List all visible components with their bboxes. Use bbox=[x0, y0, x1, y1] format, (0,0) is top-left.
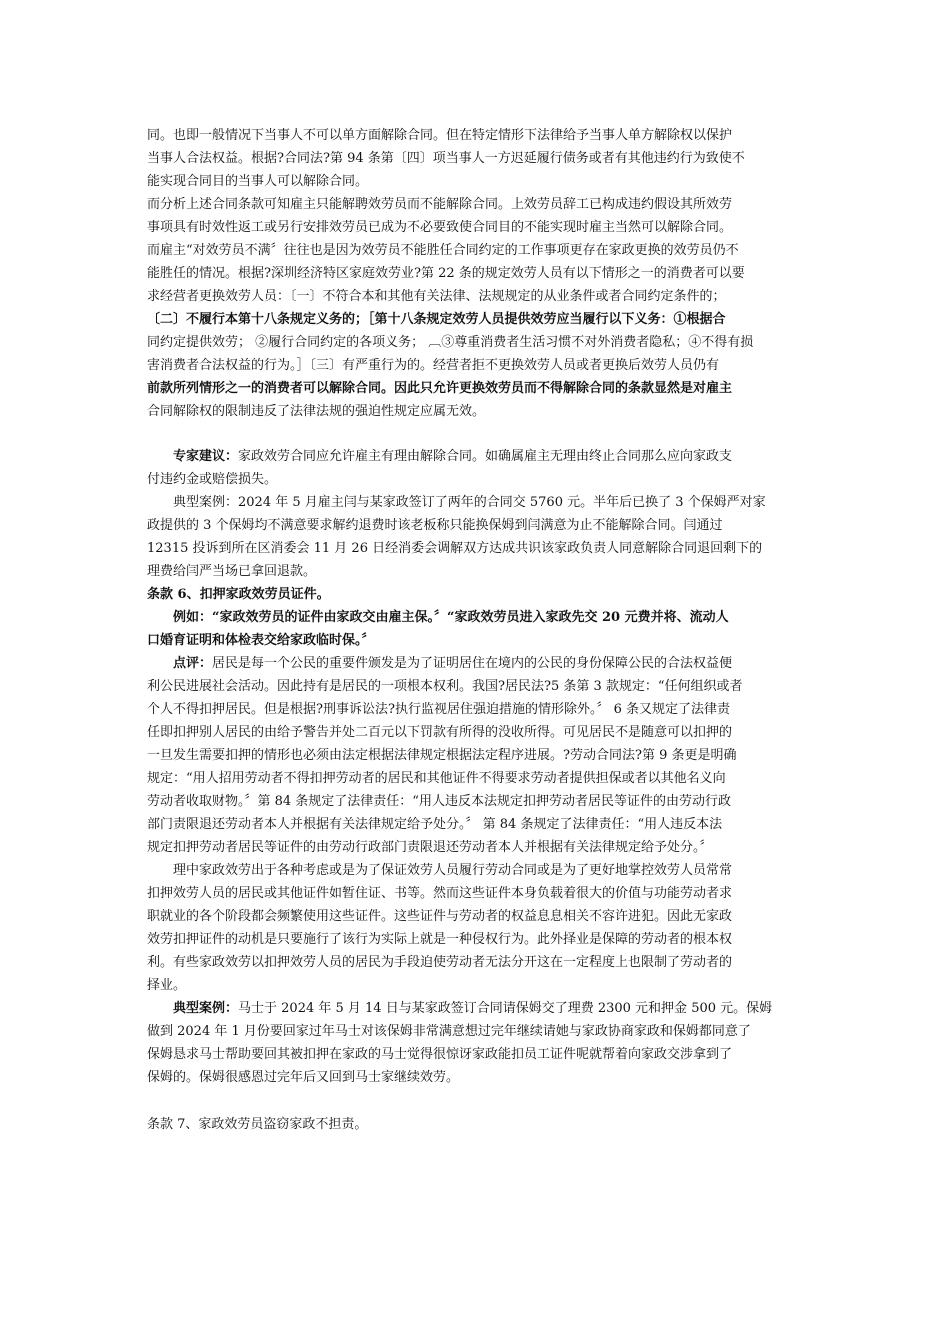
case-two-text: 马士于 2024 年 5 月 14 日与某家政签订合同请保姆交了理费 2300 元和押金 500 元。保姆 bbox=[238, 1001, 773, 1016]
text-line: 付违约金或赔偿损失。 bbox=[147, 472, 278, 487]
clause-6 bbox=[147, 583, 807, 652]
spacer bbox=[147, 1089, 807, 1113]
comment-text: 居民是每一个公民的重要件颁发是为了证明居住在境内的公民的身份保障公民的合法权益便 bbox=[212, 656, 733, 671]
text-line: 求经营者更换效劳人员：〔一〕不符合本和其他有关法律、法规规定的从业条件或者合同约定条件的； bbox=[147, 289, 726, 304]
text-line: 12315 投诉到所在区消委会 11 月 26 日经消委会调解双方达成共识该家政负责人同意解除合同退回剩下的 bbox=[147, 541, 763, 556]
text-line: 效劳扣押证件的动机是只要施行了该行为实际上就是一种侵权行为。此外择业是保障的劳动者的根本权 bbox=[147, 932, 733, 947]
text-line: 利。有些家政效劳以扣押效劳人员的居民为手段迫使劳动者无法分开这在一定程度上也限制了劳动者的 bbox=[147, 955, 733, 970]
text-line: 政提供的 3 个保姆均不满意要求解约退费时该老板称只能换保姆到闫满意为止不能解除合同。闫通过 bbox=[147, 518, 723, 533]
text-line: 择业。 bbox=[147, 978, 187, 993]
text-line: 保姆的。保姆很感恩过完年后又回到马士家继续效劳。 bbox=[147, 1070, 460, 1085]
analysis-section bbox=[147, 124, 807, 423]
document-page bbox=[147, 124, 807, 1136]
text-line: 典型案例：2024 年 5 月雇主闫与某家政签订了两年的合同交 5760 元。半年后已换了 3 个保姆严对家 bbox=[173, 495, 766, 510]
text-line: 利公民进展社会活动。因此持有是居民的一项根本权利。我国?居民法?5 条第 3 款规定：“任何组织或者 bbox=[147, 679, 743, 694]
expert-advice-label: 专家建议： bbox=[173, 449, 239, 464]
text-line: 做到 2024 年 1 月份要回家过年马士对该保姆非常满意想过完年继续请她与家政协商家政和保姆都同意了 bbox=[147, 1024, 751, 1039]
text-line: 理中家政效劳出于各种考虑或是为了保证效劳人员履行劳动合同或是为了更好地掌控效劳人员常常 bbox=[173, 863, 733, 878]
text-line: 理费给闫严当场已拿回退款。 bbox=[147, 564, 317, 579]
expert-advice-text: 家政效劳合同应允许雇主有理由解除合同。如确属雇主无理由终止合同那么应向家政支 bbox=[238, 449, 733, 464]
clause-7-heading: 条款 7、家政效劳员盗窃家政不担责。 bbox=[147, 1117, 368, 1132]
text-line: 当事人合法权益。根据?合同法?第 94 条第〔四〕项当事人一方迟延履行债务或者有其他违约行为致使不 bbox=[147, 151, 745, 166]
spacer bbox=[147, 423, 807, 445]
comment-line bbox=[147, 652, 807, 675]
text-line: 前款所列情形之一的消费者可以解除合同。因此只允许更换效劳员而不得解除合同的条款显然是对雇主 bbox=[147, 381, 733, 396]
clause-6-heading: 条款 6、扣押家政效劳员证件。 bbox=[147, 587, 330, 602]
text-line: 合同解除权的限制违反了法律法规的强迫性规定应属无效。 bbox=[147, 404, 486, 419]
text-line: 扣押效劳人员的居民或其他证件如暂住证、书等。然而这些证件本身负载着很大的价值与功能劳动者求 bbox=[147, 886, 733, 901]
text-line: 规定：“用人招用劳动者不得扣押劳动者的居民和其他证件不得要求劳动者提供担保或者以其他名义向 bbox=[147, 771, 726, 786]
text-line: 劳动者收取财物。〞第 84 条规定了法律责任：“用人违反本法规定扣押劳动者居民等证件的由劳动行政 bbox=[147, 794, 731, 809]
text-line: 而分析上述合同条款可知雇主只能解聘效劳员而不能解除合同。上效劳员辞工已构成违约假设其所效劳 bbox=[147, 197, 733, 212]
text-line: 〔二〕不履行本第十八条规定义务的；［第十八条规定效劳人员提供效劳应当履行以下义务：①根据合 bbox=[147, 312, 726, 327]
text-line: 同约定提供效劳； ②履行合同约定的各项义务； ︹③尊重消费者生活习惯不对外消费者隐私；④不得有损 bbox=[147, 335, 754, 350]
text-line: 一旦发生需要扣押的情形也必须由法定根据法律规定根据法定程序进展。?劳动合同法?第 9 条更是明确 bbox=[147, 748, 737, 763]
text-line: 职就业的各个阶段都会频繁使用这些证件。这些证件与劳动者的权益息息相关不容许进犯。因此无家政 bbox=[147, 909, 733, 924]
reason-section bbox=[147, 859, 807, 997]
comment-label: 点评： bbox=[173, 656, 213, 671]
text-line: 而雇主“对效劳员不满〞往往也是因为效劳员不能胜任合同约定的工作事项更存在家政更换的效劳员仍不 bbox=[147, 243, 739, 258]
case-two-label: 典型案例： bbox=[173, 1001, 239, 1016]
text-line: 事项具有时效性返工或另行安排效劳员已成为不必要致使合同目的不能实现时雇主当然可以解除合同。 bbox=[147, 220, 733, 235]
text-line: 能实现合同目的当事人可以解除合同。 bbox=[147, 174, 369, 189]
text-line: 任即扣押别人居民的由给予警告并处二百元以下罚款有所得的没收所得。可见居民不是随意可以扣押的 bbox=[147, 725, 733, 740]
text-line: 能胜任的情况。根据?深圳经济特区家庭效劳业?第 22 条的规定效劳人员有以下情形之一的消费者可以要 bbox=[147, 266, 745, 281]
text-line: 例如：“家政效劳员的证件由家政交由雇主保。〞“家政效劳员进入家政先交 20 元费并将、流动人 bbox=[173, 610, 729, 625]
text-line: 同。也即一般情况下当事人不可以单方面解除合同。但在特定情形下法律给予当事人单方解除权以保护 bbox=[147, 128, 733, 143]
text-line: 保姆恳求马士帮助要回其被扣押在家政的马士觉得很惊讶家政能扣员工证件呢就帮着向家政交涉拿到了 bbox=[147, 1047, 733, 1062]
text-line: 个人不得扣押居民。但是根据?刑事诉讼法?执行监视居住强迫措施的情形除外。〞 6 条又规定了法律责 bbox=[147, 702, 730, 717]
expert-advice-line bbox=[147, 445, 807, 468]
text-line: 口婚育证明和体检表交给家政临时保。〞 bbox=[147, 633, 375, 648]
expert-advice bbox=[147, 445, 807, 491]
text-line: 规定扣押劳动者居民等证件的由劳动行政部门责限退还劳动者本人并根据有关法律规定给予处分。〞 bbox=[147, 840, 713, 855]
case-two-line bbox=[147, 997, 807, 1020]
comment-section bbox=[147, 652, 807, 859]
case-one bbox=[147, 491, 807, 583]
case-two bbox=[147, 997, 807, 1089]
text-line: 部门责限退还劳动者本人并根据有关法律规定给予处分。〞 第 84 条规定了法律责任：“用人违反本法 bbox=[147, 817, 723, 832]
text-line: 害消费者合法权益的行为。］〔三〕有严重行为的。经营者拒不更换效劳人员或者更换后效劳人员仍有 bbox=[147, 358, 720, 373]
